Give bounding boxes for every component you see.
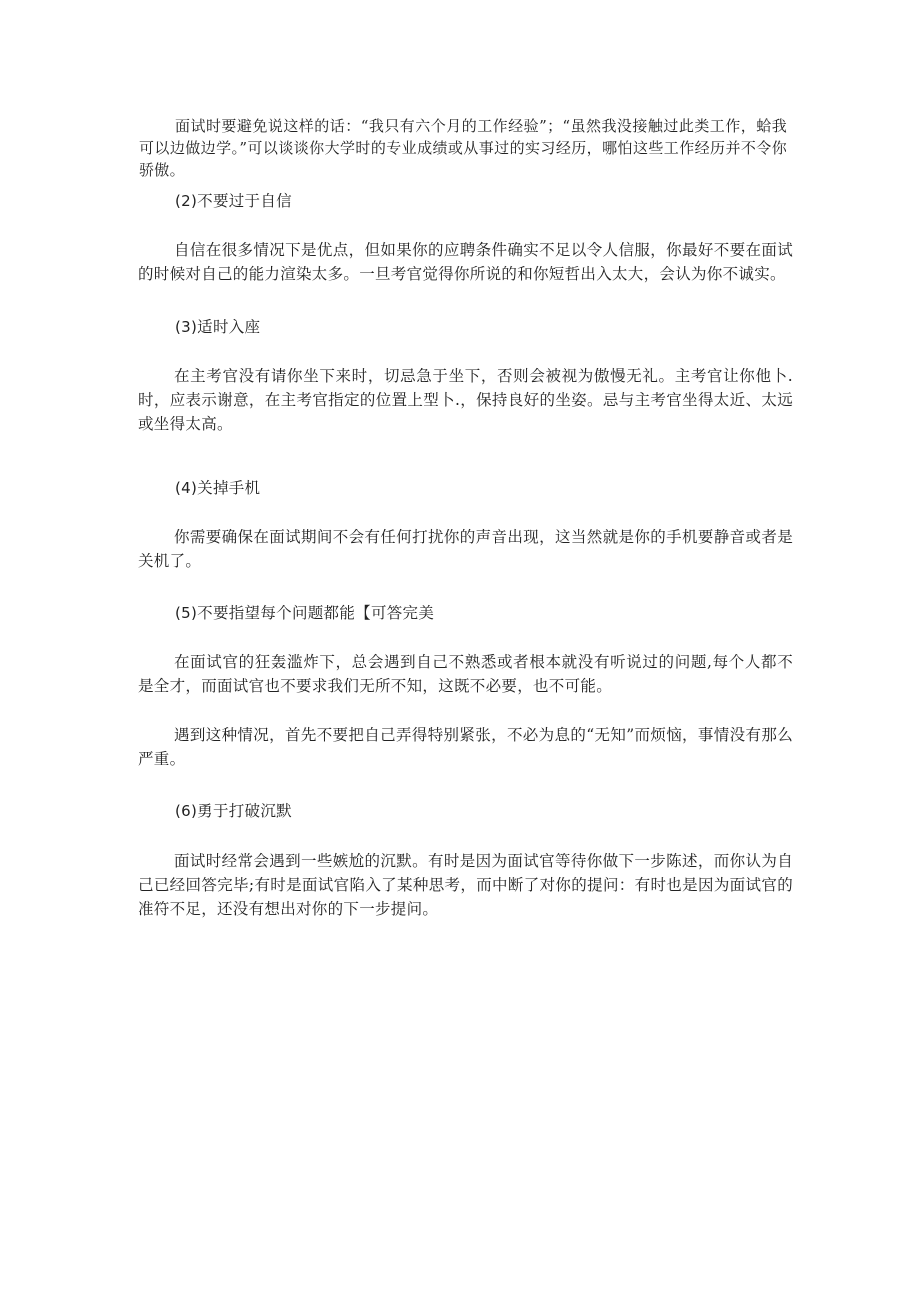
section-6-paragraph: 面试时经常会遇到一些嫉尬的沉默。有时是因为面试官等待你做下一步陈述，而你认为自己已经回答完毕;有时是面试官陷入了某种思考，而中断了对你的提问：有时也是因为面试官的准符不足，还没有想出对你的下一步提问。 [138,852,793,918]
section-3-number: (3) [175,318,198,336]
section-6-number: (6) [175,802,198,820]
section-2-number: (2) [175,192,198,210]
section-3-paragraph: 在主考官没有请你坐下来时，切忌急于坐下，否则会被视为傲慢无礼。主考官让你他卜.时，应表示谢意，在主考官指定的位置上型卜.，保持良好的坐姿。忌与主考官坐得太近、太远或坐得太高。 [138,367,793,433]
section-4-number: (4) [175,479,198,497]
section-5-title: 不要指望每个问题都能【可答完美 [197,604,435,622]
section-3-title: 适时入座 [197,318,261,336]
section-5-paragraph-2: 遇到这种情况，首先不要把自己弄得特别紧张，不必为息的“无知”而烦恼，事情没有那么严重。 [138,726,793,768]
section-3-heading [175,315,260,339]
section-6-heading [175,799,292,823]
section-4-paragraph: 你需要确保在面试期间不会有任何打扰你的声音出现，这当然就是你的手机要静音或者是关机了。 [138,528,793,570]
intro-paragraph: 面试时要避免说这样的话：“我只有六个月的工作经验”；“虽然我没接触过此类工作，蛤我可以边做边学。”可以谈谈你大学时的专业成绩或从事过的实习经历，哪怕这些工作经历并不令你骄傲。 [139,117,787,179]
section-4-title: 关掉手机 [197,479,261,497]
section-4-heading [175,476,260,500]
section-2-heading [175,189,292,213]
section-5-heading [175,601,434,625]
section-5-number: (5) [175,604,198,622]
section-5-paragraph-1: 在面试官的狂轰滥炸下，总会遇到自己不熟悉或者根本就没有听说过的问题,每个人都不是全才，而面试官也不要求我们无所不知，这既不必要，也不可能。 [138,653,793,695]
section-2-title: 不要过于自信 [197,192,292,210]
section-2-paragraph: 自信在很多情况下是优点，但如果你的应聘条件确实不足以令人信服，你最好不要在面试的时候对自己的能力渲染太多。一旦考官觉得你所说的和你短哲出入太大，会认为你不诚实。 [138,241,793,283]
section-6-title: 勇于打破沉默 [197,802,292,820]
